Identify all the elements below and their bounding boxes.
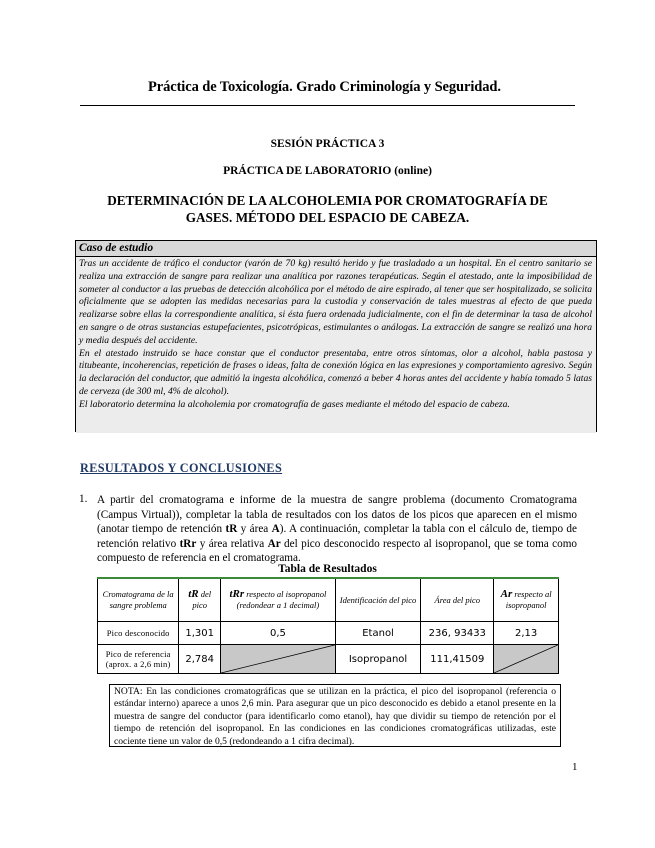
col-header-ar: Ar respecto al isopropanol <box>494 578 559 622</box>
cell-identification[interactable]: Isopropanol <box>335 645 421 674</box>
cell-identification[interactable]: Etanol <box>335 622 421 645</box>
table-header-row <box>98 578 559 622</box>
row-label: Pico desconocido <box>98 622 179 645</box>
cell-area[interactable]: 111,41509 <box>421 645 494 674</box>
results-table <box>97 577 559 674</box>
cell-area[interactable]: 236, 93433 <box>421 622 494 645</box>
practice-label: PRÁCTICA DE LABORATORIO (online) <box>223 165 432 177</box>
case-study-box <box>75 240 597 432</box>
cell-tr[interactable]: 1,301 <box>179 622 221 645</box>
table-caption: Tabla de Resultados <box>278 563 377 575</box>
cell-ar-disabled <box>494 645 559 674</box>
table-row <box>98 645 559 674</box>
page-number: 1 <box>572 761 578 773</box>
case-study-body <box>76 257 596 433</box>
col-header-area: Área del pico <box>421 578 494 622</box>
cell-ar[interactable]: 2,13 <box>494 622 559 645</box>
case-paragraph-3: El laboratorio determina la alcoholemia por cromatografía de gases mediante el método del espacio de cabeza. <box>79 398 510 410</box>
case-study-heading: Caso de estudio <box>76 241 596 257</box>
results-heading: RESULTADOS Y CONCLUSIONES <box>80 461 283 475</box>
instruction-paragraph: A partir del cromatograma e informe de la muestra de sangre problema (documento Cromatograma (Campus Virtual)), completar la tabla de resultados con los datos de los picos que aparecen en el mismo (anotar tiempo de retención tR y área A). A continuación, completar la tabla con el cálculo de, tiempo de retención relativo tRr y área relativa Ar del pico desconocido respecto al isopropanol, que se toma como compuesto de referencia en el cromatograma. <box>97 494 577 564</box>
table-row <box>98 622 559 645</box>
document-title-line1: DETERMINACIÓN DE LA ALCOHOLEMIA POR CROMATOGRAFÍA DE <box>107 193 548 208</box>
list-number: 1. <box>79 493 88 505</box>
col-header-chromatogram: Cromatograma de la sangre problema <box>98 578 179 622</box>
col-header-trr: tRr respecto al isopropanol (redondear a 1 decimal) <box>221 578 336 622</box>
cell-tr[interactable]: 2,784 <box>179 645 221 674</box>
col-header-tr: tR del pico <box>179 578 221 622</box>
session-label: SESIÓN PRÁCTICA 3 <box>270 138 385 150</box>
page-header-title: Práctica de Toxicología. Grado Criminología y Seguridad. <box>148 79 501 95</box>
note-box: NOTA: En las condiciones cromatográficas que se utilizan en la práctica, el pico del isopropanol (referencia o estándar interno) aparece a unos 2,6 min. Para asegurar que un pico desconocido es debido a etanol presente en la muestra de sangre del conductor (para identificarlo como etanol), hay que dividir su tiempo de retención por el tiempo de retención del isopropanol. En las condiciones en las condiciones cromatográficas utilizadas, este cociente tiene un valor de 0,5 (redondeando a 1 cifra decimal). <box>109 684 561 747</box>
cell-trr[interactable]: 0,5 <box>221 622 336 645</box>
case-paragraph-1: Tras un accidente de tráfico el conductor (varón de 70 kg) resultó herido y fue trasladado a un hospital. En el centro sanitario se realiza una extracción de sangre para realizar una analítica por razones terapéuticas. Según el atestado, ante la imposibilidad de someter al conductor a las pruebas de detección alcohólica por el método de aire espirado, al tener que ser hospitalizado, se solicita oficialmente que se adopten las medidas necesarias para la custodia y conservación de tales muestras al efecto de que pueda realizarse sobre ellas la correspondiente analítica, si ésta fuera ordenada judicialmente, con el fin de determinar la tasa de alcohol en sangre o de otras sustancias estupefacientes, psicotrópicas, estimulantes o análogas. La extracción de sangre se realizó una hora y media después del accidente. <box>79 258 592 346</box>
case-paragraph-2: En el atestado instruido se hace constar que el conductor presentaba, entre otros síntomas, olor a alcohol, habla pastosa y titubeante, incoherencias, repetición de frases o ideas, falta de conexión lógica en las expresiones y comportamiento agresivo. Según la declaración del conductor, que admitió la ingesta alcohólica, comenzó a beber 4 horas antes del accidente y había tomado 5 latas de cerveza (de 300 ml, 4% de alcohol). <box>79 347 592 397</box>
document-title <box>80 192 575 226</box>
cell-trr-disabled <box>221 645 336 674</box>
row-label: Pico de referencia (aprox. a 2,6 min) <box>98 645 179 674</box>
document-title-line2: GASES. MÉTODO DEL ESPACIO DE CABEZA. <box>185 210 470 225</box>
col-header-identification: Identificación del pico <box>335 578 421 622</box>
header-divider <box>80 105 575 106</box>
